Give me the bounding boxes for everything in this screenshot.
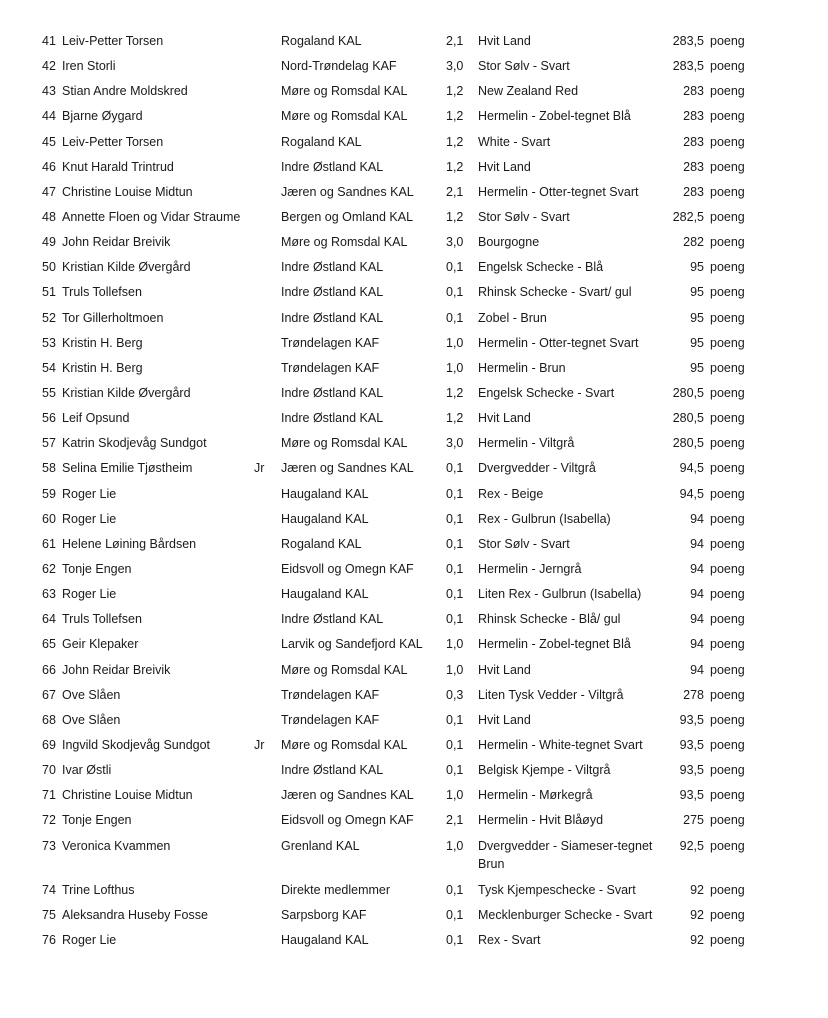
exhibitor-name: Bjarne Øygard: [62, 109, 143, 124]
club-name: Jæren og Sandnes KAL: [281, 788, 414, 803]
table-row: [0, 657, 828, 682]
rank-number: 50: [42, 260, 56, 275]
score-unit: poeng: [710, 360, 745, 375]
table-row: [0, 455, 828, 480]
score-value: 93,5: [679, 788, 704, 803]
club-name: Rogaland KAL: [281, 34, 362, 48]
table-row: [0, 782, 828, 807]
rank-number: 41: [42, 34, 56, 48]
class-code: 0,1: [446, 310, 464, 325]
club-name: Indre Østland KAL: [281, 763, 384, 778]
table-row: [0, 807, 828, 832]
score-value: 94,5: [679, 461, 704, 476]
class-code: 2,1: [446, 34, 464, 48]
club-name: Haugaland KAL: [281, 933, 369, 948]
club-name: Trøndelagen KAF: [281, 335, 380, 350]
club-name: Haugaland KAL: [281, 587, 369, 602]
score-value: 95: [690, 360, 704, 375]
exhibitor-name: Stian Andre Moldskred: [62, 84, 188, 99]
club-name: Trøndelagen KAF: [281, 712, 380, 727]
table-row: [0, 229, 828, 254]
club-name: Møre og Romsdal KAL: [281, 737, 408, 752]
score-unit: poeng: [710, 561, 745, 576]
exhibitor-name: Annette Floen og Vidar Straume: [62, 209, 241, 224]
junior-marker: Jr: [254, 461, 265, 476]
breed-name: Belgisk Kjempe - Viltgrå: [478, 763, 611, 778]
score-unit: poeng: [710, 34, 745, 48]
class-code: 1,2: [446, 411, 464, 426]
table-row: [0, 28, 828, 53]
table-row: [0, 405, 828, 430]
class-code: 0,1: [446, 486, 464, 501]
table-row: [0, 279, 828, 304]
exhibitor-name: John Reidar Breivik: [62, 235, 171, 250]
score-value: 283,5: [672, 59, 704, 74]
score-value: 94: [690, 511, 704, 526]
exhibitor-name: Kristian Kilde Øvergård: [62, 260, 191, 275]
table-row: [0, 129, 828, 154]
exhibitor-name: John Reidar Breivik: [62, 662, 171, 677]
score-unit: poeng: [710, 536, 745, 551]
rank-number: 44: [42, 109, 56, 124]
breed-name: Hermelin - Zobel-tegnet Blå: [478, 637, 631, 652]
exhibitor-name: Geir Klepaker: [62, 637, 139, 652]
score-unit: poeng: [710, 436, 745, 451]
rank-number: 73: [42, 838, 56, 853]
score-unit: poeng: [710, 235, 745, 250]
score-value: 283: [683, 109, 704, 124]
class-code: 1,0: [446, 788, 464, 803]
exhibitor-name: Roger Lie: [62, 511, 117, 526]
score-value: 92: [690, 883, 704, 897]
breed-name: Hvit Land: [478, 34, 531, 48]
table-row: [0, 902, 828, 927]
exhibitor-name: Iren Storli: [62, 59, 116, 74]
score-unit: poeng: [710, 788, 745, 803]
club-name: Møre og Romsdal KAL: [281, 436, 408, 451]
breed-name: Hermelin - Mørkegrå: [478, 788, 593, 803]
exhibitor-name: Kristian Kilde Øvergård: [62, 385, 191, 400]
exhibitor-name: Kristin H. Berg: [62, 335, 143, 350]
class-code: 0,1: [446, 511, 464, 526]
breed-name: Liten Rex - Gulbrun (Isabella): [478, 587, 642, 602]
exhibitor-name: Truls Tollefsen: [62, 612, 142, 627]
class-code: 3,0: [446, 235, 464, 250]
breed-name: Stor Sølv - Svart: [478, 209, 570, 224]
breed-name: Rex - Gulbrun (Isabella): [478, 511, 611, 526]
class-code: 1,2: [446, 84, 464, 99]
breed-name: Hermelin - Viltgrå: [478, 436, 575, 451]
class-code: 0,1: [446, 763, 464, 778]
table-row: [0, 380, 828, 405]
club-name: Sarpsborg KAF: [281, 908, 367, 923]
score-unit: poeng: [710, 285, 745, 300]
club-name: Haugaland KAL: [281, 511, 369, 526]
rank-number: 53: [42, 335, 56, 350]
table-row: [0, 179, 828, 204]
rank-number: 60: [42, 511, 56, 526]
club-name: Haugaland KAL: [281, 486, 369, 501]
breed-name: Stor Sølv - Svart: [478, 536, 570, 551]
score-value: 94,5: [679, 486, 704, 501]
breed-name: Hermelin - White-tegnet Svart: [478, 737, 643, 752]
rank-number: 67: [42, 687, 56, 702]
club-name: Direkte medlemmer: [281, 883, 391, 897]
rank-number: 76: [42, 933, 56, 948]
class-code: 3,0: [446, 59, 464, 74]
breed-name: Hvit Land: [478, 662, 531, 677]
exhibitor-name: Leiv-Petter Torsen: [62, 34, 164, 48]
score-unit: poeng: [710, 159, 745, 174]
score-unit: poeng: [710, 310, 745, 325]
club-name: Indre Østland KAL: [281, 385, 384, 400]
rank-number: 61: [42, 536, 56, 551]
score-value: 92,5: [679, 838, 704, 853]
class-code: 1,2: [446, 159, 464, 174]
rank-number: 45: [42, 134, 56, 149]
table-row: [0, 732, 828, 757]
score-unit: poeng: [710, 59, 745, 74]
rank-number: 69: [42, 737, 56, 752]
rank-number: 58: [42, 461, 56, 476]
breed-name: Bourgogne: [478, 235, 540, 250]
class-code: 0,1: [446, 908, 464, 923]
score-value: 278: [683, 687, 704, 702]
breed-name: Mecklenburger Schecke - Svart: [478, 908, 653, 923]
breed-name: Engelsk Schecke - Blå: [478, 260, 604, 275]
exhibitor-name: Knut Harald Trintrud: [62, 159, 174, 174]
club-name: Jæren og Sandnes KAL: [281, 184, 414, 199]
class-code: 1,2: [446, 209, 464, 224]
class-code: 0,3: [446, 687, 464, 702]
table-row: [0, 682, 828, 707]
score-unit: poeng: [710, 763, 745, 778]
score-unit: poeng: [710, 662, 745, 677]
breed-name: Rhinsk Schecke - Blå/ gul: [478, 612, 621, 627]
breed-name: Hermelin - Otter-tegnet Svart: [478, 335, 639, 350]
table-row: [0, 833, 828, 878]
exhibitor-name: Helene Løining Bårdsen: [62, 536, 197, 551]
table-row: [0, 154, 828, 179]
class-code: 0,1: [446, 260, 464, 275]
rank-number: 65: [42, 637, 56, 652]
score-unit: poeng: [710, 908, 745, 923]
score-value: 92: [690, 933, 704, 948]
breed-name: Hermelin - Zobel-tegnet Blå: [478, 109, 631, 124]
score-unit: poeng: [710, 209, 745, 224]
score-value: 283,5: [672, 34, 704, 48]
exhibitor-name: Roger Lie: [62, 587, 117, 602]
club-name: Larvik og Sandefjord KAL: [281, 637, 423, 652]
table-row: [0, 330, 828, 355]
exhibitor-name: Christine Louise Midtun: [62, 184, 193, 199]
class-code: 0,1: [446, 737, 464, 752]
exhibitor-name: Truls Tollefsen: [62, 285, 142, 300]
club-name: Bergen og Omland KAL: [281, 209, 414, 224]
club-name: Indre Østland KAL: [281, 285, 384, 300]
score-unit: poeng: [710, 933, 745, 948]
breed-name: Hvit Land: [478, 411, 531, 426]
class-code: 0,1: [446, 612, 464, 627]
score-value: 283: [683, 134, 704, 149]
breed-name: Hermelin - Jerngrå: [478, 561, 582, 576]
class-code: 1,0: [446, 838, 464, 853]
score-unit: poeng: [710, 109, 745, 124]
table-row: [0, 103, 828, 128]
breed-name: Stor Sølv - Svart: [478, 59, 570, 74]
club-name: Rogaland KAL: [281, 134, 362, 149]
score-value: 95: [690, 260, 704, 275]
breed-name: Hvit Land: [478, 159, 531, 174]
breed-name: Hermelin - Otter-tegnet Svart: [478, 184, 639, 199]
table-row: [0, 506, 828, 531]
rank-number: 42: [42, 59, 56, 74]
class-code: 3,0: [446, 436, 464, 451]
score-value: 95: [690, 335, 704, 350]
exhibitor-name: Tonje Engen: [62, 813, 132, 828]
score-unit: poeng: [710, 687, 745, 702]
exhibitor-name: Selina Emilie Tjøstheim: [62, 461, 193, 476]
breed-name: Zobel - Brun: [478, 310, 547, 325]
club-name: Indre Østland KAL: [281, 612, 384, 627]
exhibitor-name: Veronica Kvammen: [62, 838, 171, 853]
table-row: [0, 204, 828, 229]
table-row: [0, 481, 828, 506]
exhibitor-name: Leif Opsund: [62, 411, 130, 426]
class-code: 0,1: [446, 561, 464, 576]
club-name: Møre og Romsdal KAL: [281, 109, 408, 124]
club-name: Jæren og Sandnes KAL: [281, 461, 414, 476]
score-value: 280,5: [672, 436, 704, 451]
breed-name: Dvergvedder - Siameser-tegnet Brun: [478, 838, 653, 871]
score-value: 283: [683, 159, 704, 174]
exhibitor-name: Roger Lie: [62, 933, 117, 948]
exhibitor-name: Ove Slåen: [62, 687, 121, 702]
rank-number: 43: [42, 84, 56, 99]
club-name: Møre og Romsdal KAL: [281, 662, 408, 677]
exhibitor-name: Tonje Engen: [62, 561, 132, 576]
score-unit: poeng: [710, 737, 745, 752]
table-row: [0, 927, 828, 952]
table-row: [0, 430, 828, 455]
club-name: Indre Østland KAL: [281, 411, 384, 426]
club-name: Trøndelagen KAF: [281, 687, 380, 702]
club-name: Eidsvoll og Omegn KAF: [281, 561, 414, 576]
exhibitor-name: Ivar Østli: [62, 763, 112, 778]
score-unit: poeng: [710, 84, 745, 99]
score-value: 93,5: [679, 737, 704, 752]
class-code: 0,1: [446, 712, 464, 727]
rank-number: 54: [42, 360, 56, 375]
table-row: [0, 707, 828, 732]
rank-number: 63: [42, 587, 56, 602]
score-value: 283: [683, 184, 704, 199]
class-code: 2,1: [446, 184, 464, 199]
table-row: [0, 53, 828, 78]
breed-name: Hvit Land: [478, 712, 531, 727]
rank-number: 72: [42, 813, 56, 828]
score-unit: poeng: [710, 883, 745, 897]
score-value: 92: [690, 908, 704, 923]
score-value: 282,5: [672, 209, 704, 224]
rank-number: 74: [42, 883, 56, 897]
breed-name: Rex - Svart: [478, 933, 541, 948]
score-value: 93,5: [679, 763, 704, 778]
breed-name: White - Svart: [478, 134, 551, 149]
table-row: [0, 581, 828, 606]
class-code: 1,0: [446, 360, 464, 375]
class-code: 0,1: [446, 461, 464, 476]
class-code: 1,2: [446, 109, 464, 124]
club-name: Indre Østland KAL: [281, 159, 384, 174]
table-row: [0, 606, 828, 631]
breed-name: Rhinsk Schecke - Svart/ gul: [478, 285, 632, 300]
score-value: 94: [690, 612, 704, 627]
rank-number: 52: [42, 310, 56, 325]
score-value: 94: [690, 637, 704, 652]
rank-number: 59: [42, 486, 56, 501]
exhibitor-name: Tor Gillerholtmoen: [62, 310, 164, 325]
score-unit: poeng: [710, 385, 745, 400]
class-code: 2,1: [446, 813, 464, 828]
club-name: Møre og Romsdal KAL: [281, 84, 408, 99]
exhibitor-name: Ingvild Skodjevåg Sundgot: [62, 737, 211, 752]
club-name: Rogaland KAL: [281, 536, 362, 551]
rank-number: 51: [42, 285, 56, 300]
class-code: 0,1: [446, 883, 464, 897]
club-name: Nord-Trøndelag KAF: [281, 59, 397, 74]
rank-number: 62: [42, 561, 56, 576]
score-value: 282: [683, 235, 704, 250]
score-unit: poeng: [710, 411, 745, 426]
score-value: 275: [683, 813, 704, 828]
exhibitor-name: Aleksandra Huseby Fosse: [62, 908, 208, 923]
score-unit: poeng: [710, 184, 745, 199]
score-value: 95: [690, 310, 704, 325]
table-row: [0, 254, 828, 279]
score-unit: poeng: [710, 813, 745, 828]
exhibitor-name: Kristin H. Berg: [62, 360, 143, 375]
breed-name: Engelsk Schecke - Svart: [478, 385, 615, 400]
exhibitor-name: Ove Slåen: [62, 712, 121, 727]
table-row: [0, 631, 828, 656]
breed-name: Tysk Kjempeschecke - Svart: [478, 883, 636, 897]
rank-number: 47: [42, 184, 56, 199]
table-row: [0, 556, 828, 581]
junior-marker: Jr: [254, 737, 265, 752]
score-unit: poeng: [710, 612, 745, 627]
table-row: [0, 355, 828, 380]
score-unit: poeng: [710, 335, 745, 350]
score-unit: poeng: [710, 134, 745, 149]
score-value: 93,5: [679, 712, 704, 727]
exhibitor-name: Leiv-Petter Torsen: [62, 134, 164, 149]
class-code: 1,0: [446, 637, 464, 652]
club-name: Indre Østland KAL: [281, 310, 384, 325]
club-name: Møre og Romsdal KAL: [281, 235, 408, 250]
table-row: [0, 305, 828, 330]
breed-name: Hermelin - Brun: [478, 360, 566, 375]
breed-name: Rex - Beige: [478, 486, 544, 501]
score-value: 283: [683, 84, 704, 99]
rank-number: 55: [42, 385, 56, 400]
club-name: Trøndelagen KAF: [281, 360, 380, 375]
rank-number: 46: [42, 159, 56, 174]
club-name: Grenland KAL: [281, 838, 360, 853]
class-code: 0,1: [446, 587, 464, 602]
exhibitor-name: Christine Louise Midtun: [62, 788, 193, 803]
score-value: 94: [690, 561, 704, 576]
score-value: 95: [690, 285, 704, 300]
club-name: Eidsvoll og Omegn KAF: [281, 813, 414, 828]
class-code: 0,1: [446, 933, 464, 948]
class-code: 0,1: [446, 285, 464, 300]
rank-number: 66: [42, 662, 56, 677]
exhibitor-name: Trine Lofthus: [62, 883, 135, 897]
table-row: [0, 877, 828, 902]
score-unit: poeng: [710, 486, 745, 501]
exhibitor-name: Katrin Skodjevåg Sundgot: [62, 436, 207, 451]
class-code: 1,2: [446, 385, 464, 400]
score-value: 280,5: [672, 411, 704, 426]
score-unit: poeng: [710, 587, 745, 602]
breed-name: Hermelin - Hvit Blåøyd: [478, 813, 604, 828]
score-value: 280,5: [672, 385, 704, 400]
rank-number: 64: [42, 612, 56, 627]
class-code: 1,2: [446, 134, 464, 149]
table-row: [0, 78, 828, 103]
score-unit: poeng: [710, 712, 745, 727]
score-value: 94: [690, 536, 704, 551]
class-code: 1,0: [446, 335, 464, 350]
score-unit: poeng: [710, 637, 745, 652]
table-row: [0, 757, 828, 782]
rank-number: 48: [42, 209, 56, 224]
score-value: 94: [690, 587, 704, 602]
breed-name: Liten Tysk Vedder - Viltgrå: [478, 687, 624, 702]
rank-number: 71: [42, 788, 56, 803]
rank-number: 75: [42, 908, 56, 923]
score-unit: poeng: [710, 461, 745, 476]
score-value: 94: [690, 662, 704, 677]
breed-name: New Zealand Red: [478, 84, 579, 99]
score-unit: poeng: [710, 260, 745, 275]
class-code: 0,1: [446, 536, 464, 551]
results-table: [0, 28, 828, 952]
rank-number: 70: [42, 763, 56, 778]
table-row: [0, 531, 828, 556]
breed-name: Dvergvedder - Viltgrå: [478, 461, 596, 476]
club-name: Indre Østland KAL: [281, 260, 384, 275]
exhibitor-name: Roger Lie: [62, 486, 117, 501]
score-unit: poeng: [710, 511, 745, 526]
score-unit: poeng: [710, 838, 745, 853]
rank-number: 56: [42, 411, 56, 426]
class-code: 1,0: [446, 662, 464, 677]
rank-number: 57: [42, 436, 56, 451]
rank-number: 49: [42, 235, 56, 250]
rank-number: 68: [42, 712, 56, 727]
